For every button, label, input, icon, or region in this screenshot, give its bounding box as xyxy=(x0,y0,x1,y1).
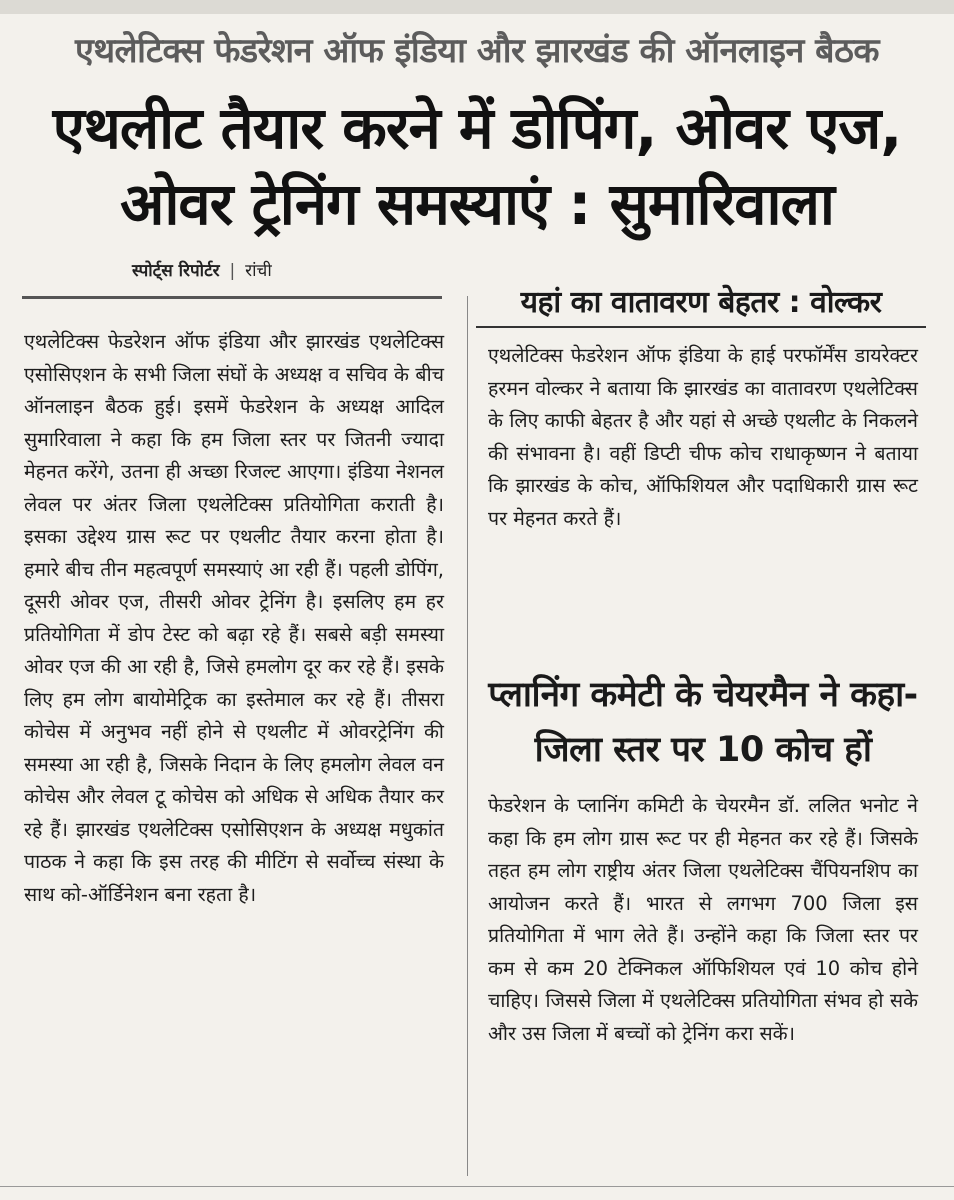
side-story-1-body: एथलेटिक्स फेडरेशन ऑफ इंडिया के हाई परफॉर्मेंस डायरेक्टर हरमन वोल्कर ने बताया कि झारखंड का वातावरण एथलेटिक्स के लिए काफी बेहतर है और यहां से अच्छे एथलीट के निकलने की संभावना है। वहीं डिप्टी चीफ कोच राधाकृष्णन ने बताया कि झारखंड के कोच, ऑफिशियल और पदाधिकारी ग्रास रूट पर मेहनत करते हैं। xyxy=(488,344,918,530)
side-story-2-column xyxy=(488,790,918,1050)
main-story-column xyxy=(24,326,444,911)
side-story-2-heading: प्लानिंग कमेटी के चेयरमैन ने कहा- जिला स्तर पर 10 कोच हों xyxy=(488,675,918,770)
byline-city: रांची xyxy=(245,261,272,281)
bottom-rule xyxy=(0,1186,954,1187)
column-divider xyxy=(467,296,468,1176)
main-story-body: एथलेटिक्स फेडरेशन ऑफ इंडिया और झारखंड एथलेटिक्स एसोसिएशन के सभी जिला संघों के अध्यक्ष व सचिव के बीच ऑनलाइन बैठक हुई। इसमें फेडरेशन के अध्यक्ष आदिल सुमारिवाला ने कहा कि हम जिला स्तर पर जितनी ज्यादा मेहनत करेंगे, उतना ही अच्छा रिजल्ट आएगा। इंडिया नेशनल लेवल पर अंतर जिला एथलेटिक्स प्रतियोगिता कराती है। इसका उद्देश्य ग्रास रूट पर एथलीट तैयार करना होता है। हमारे बीच तीन महत्वपूर्ण समस्याएं आ रही हैं। पहली डोपिंग, दूसरी ओवर एज, तीसरी ओवर ट्रेनिंग है। इसलिए हम हर प्रतियोगिता में डोप टेस्ट को बढ़ा रहे हैं। सबसे बड़ी समस्या ओवर एज की आ रही है, जिसे हमलोग दूर कर रहे हैं। इसके लिए हम लोग बायोमेट्रिक का इस्तेमाल कर रहे हैं। तीसरा कोचेस में अनुभव नहीं होने से एथलीट में ओवरट्रेनिंग की समस्या आ रही है, जिसके निदान के लिए हमलोग लेवल वन कोचेस और लेवल टू कोचेस को अधिक से अधिक तैयार कर रहे हैं। झारखंड एथलेटिक्स एसोसिएशन के अध्यक्ष मधुकांत पाठक ने कहा कि इस तरह की मीटिंग से सर्वोच्च संस्था के साथ को-ऑर्डिनेशन बना रहता है। xyxy=(24,330,444,906)
byline xyxy=(132,258,272,281)
byline-reporter: स्पोर्ट्स रिपोर्टर xyxy=(132,261,220,281)
side-story-1-heading: यहां का वातावरण बेहतर : वोल्कर xyxy=(520,285,882,320)
top-strip xyxy=(0,0,954,14)
kicker-headline: एथलेटिक्स फेडरेशन ऑफ इंडिया और झारखंड की ऑनलाइन बैठक xyxy=(75,31,879,71)
side-story-1-column xyxy=(488,340,918,535)
main-headline: एथलीट तैयार करने में डोपिंग, ओवर एज, ओवर ट्रेनिंग समस्याएं : सुमारिवाला xyxy=(52,94,902,238)
byline-separator: | xyxy=(229,261,236,281)
side-story-2-body: फेडरेशन के प्लानिंग कमिटी के चेयरमैन डॉ. ललित भनोट ने कहा कि हम लोग ग्रास रूट पर ही मेहनत कर रहे हैं। जिसके तहत हम लोग राष्ट्रीय अंतर जिला एथलेटिक्स चैंपियनशिप का आयोजन करते हैं। भारत से लगभग 700 जिला इस प्रतियोगिता में भाग लेते हैं। उन्होंने कहा कि जिला स्तर पर कम से कम 20 टेक्निकल ऑफिशियल एवं 10 कोच होने चाहिए। जिससे जिला में एथलेटिक्स प्रतियोगिता संभव हो सके और उस जिला में बच्चों को ट्रेनिंग करा सकें। xyxy=(488,794,918,1045)
side-story-1-rule xyxy=(476,326,926,328)
column-top-rule xyxy=(22,296,442,299)
